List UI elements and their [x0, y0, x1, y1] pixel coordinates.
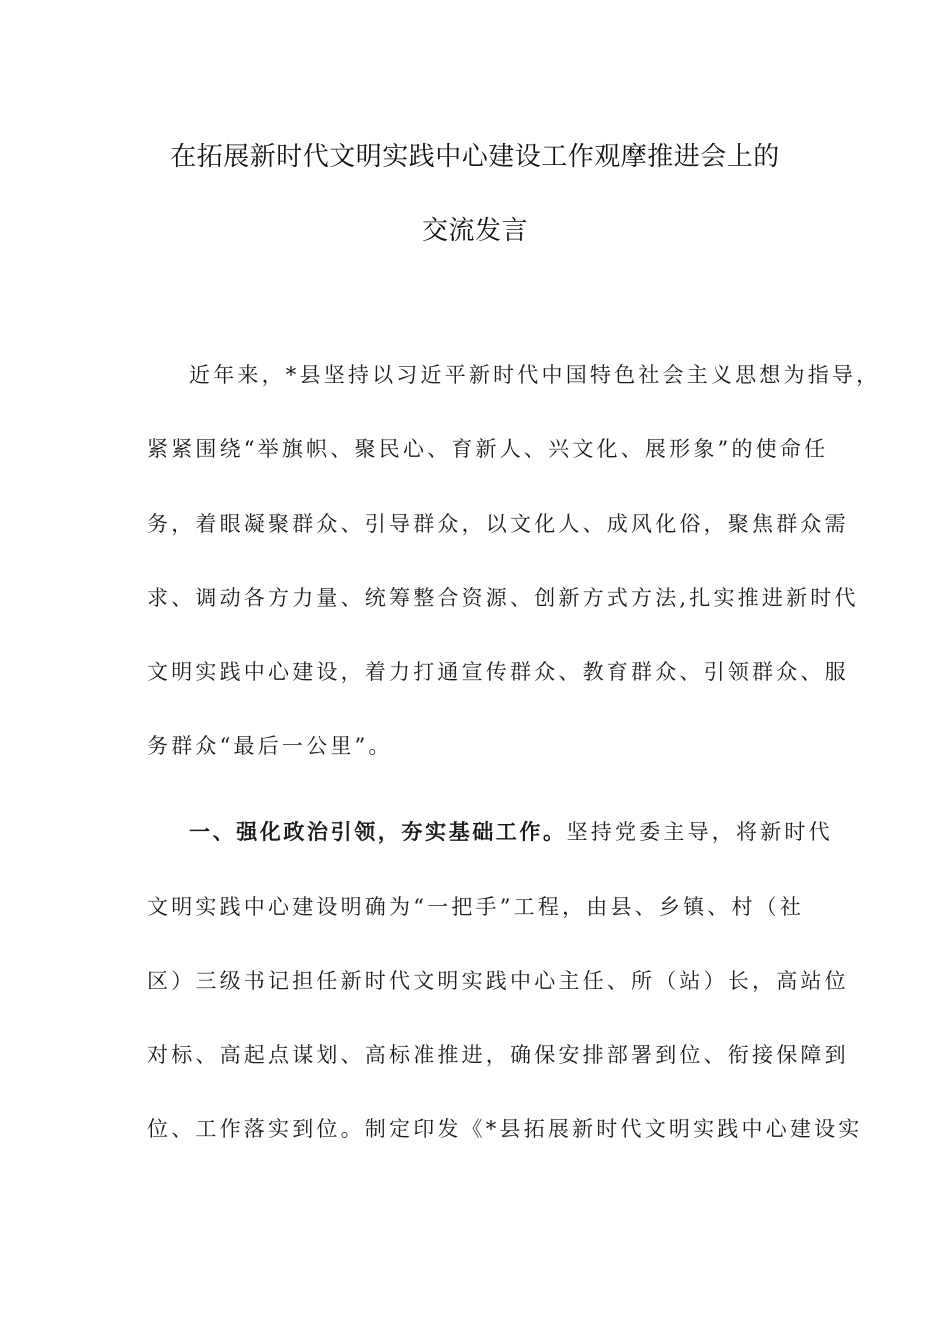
paragraph-1-line-4: 求、调动各方力量、统筹整合资源、创新方式方法,扎实推进新时代 [147, 586, 859, 610]
document-title-line-1: 在拓展新时代文明实践中心建设工作观摩推进会上的 [170, 142, 780, 172]
document-title-line-2: 交流发言 [421, 216, 528, 246]
paragraph-2-line-2: 文明实践中心建设明确为“一把手”工程，由县、乡镇、村（社 [147, 895, 805, 919]
paragraph-2-line-1 [189, 817, 833, 847]
paragraph-1-line-6: 务群众“最后一公里”。 [147, 734, 393, 758]
paragraph-2-line-5: 位、工作落实到位。制定印发《*县拓展新时代文明实践中心建设实 [147, 1117, 863, 1141]
section-heading: 一、强化政治引领，夯实基础工作。 [189, 820, 567, 844]
paragraph-1-line-2: 紧紧围绕“举旗帜、聚民心、育新人、兴文化、展形象”的使命任 [147, 437, 829, 461]
paragraph-2-line-3: 区）三级书记担任新时代文明实践中心主任、所（站）长，高站位 [147, 969, 849, 993]
paragraph-1-line-1: 近年来，*县坚持以习近平新时代中国特色社会主义思想为指导， [189, 363, 881, 387]
paragraph-2-line-4: 对标、高起点谋划、高标准推进，确保安排部署到位、衔接保障到 [147, 1043, 849, 1067]
paragraph-1-line-3: 务，着眼凝聚群众、引导群众，以文化人、成风化俗，聚焦群众需 [147, 512, 849, 536]
paragraph-2-line-1-text: 坚持党委主导，将新时代 [566, 820, 833, 844]
paragraph-1-line-5: 文明实践中心建设，着力打通宣传群众、教育群众、引领群众、服 [147, 660, 849, 684]
